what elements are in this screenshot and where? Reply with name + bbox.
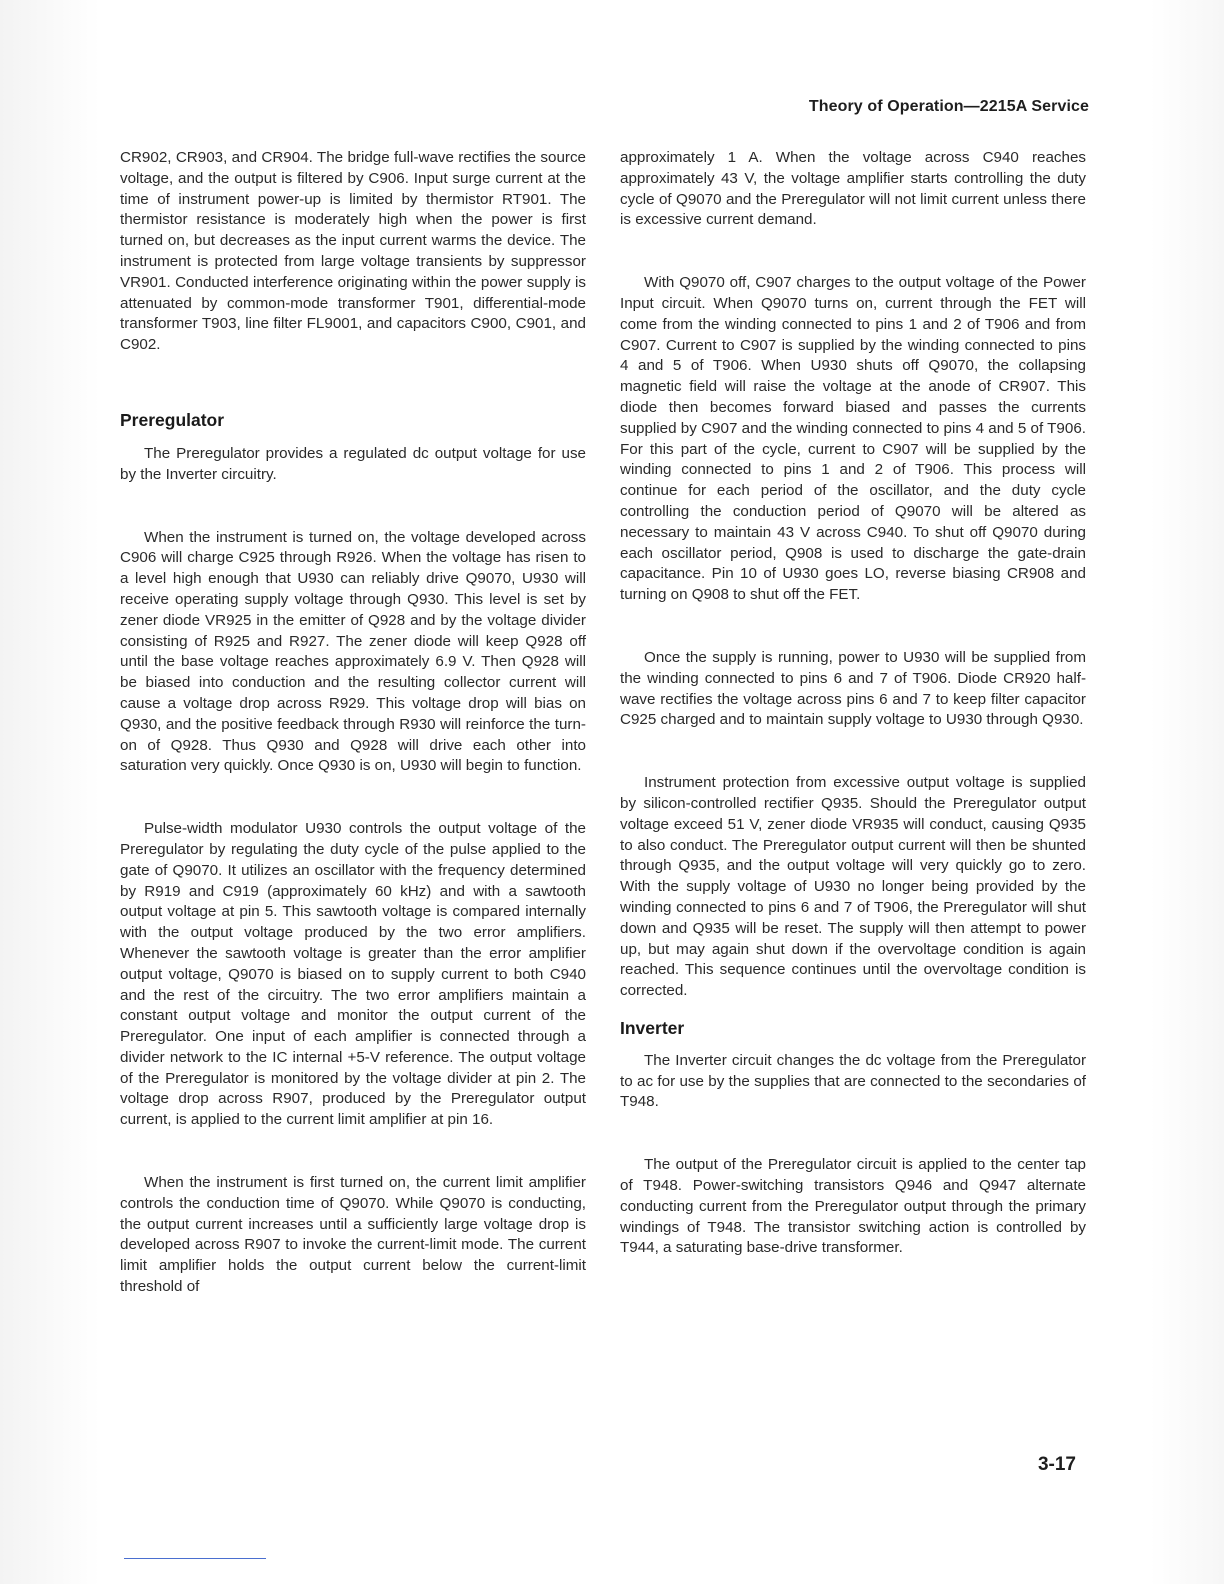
paragraph-current-limit: When the instrument is first turned on, the current limit amplifier controls the conduction time of Q9070. While Q9070 is conducting, the output current increases until a sufficiently large voltage drop is developed across R907 to invoke the current-limit mode. The current limit amplifier holds the output current below the current-limit threshold of xyxy=(120,1174,586,1296)
footer-rule xyxy=(124,1558,266,1559)
paragraph-supply-running: Once the supply is running, power to U930 will be supplied from the winding connected to pins 6 and 7 of T906. Diode CR920 half-wave rectifies the voltage across pins 6 and 7 to keep filter capacitor C925 charged and to maintain supply voltage to U930 through Q930. xyxy=(620,648,1086,729)
paragraph-inverter-switching: The output of the Preregulator circuit is applied to the center tap of T948. Power-switching transistors Q946 and Q947 alternate conducting current from the Preregulator output through the primary windings of T948. The transistor switching action is controlled by T944, a saturating base-drive transformer. xyxy=(620,1156,1086,1257)
right-column xyxy=(620,148,1086,1259)
paragraph-current-limit-continued: approximately 1 A. When the voltage across C940 reaches approximately 43 V, the voltage amplifier starts controlling the duty cycle of Q9070 and the Preregulator will not limit current unless there is excessive current demand. xyxy=(620,149,1086,229)
paragraph-preregulator-startup: When the instrument is turned on, the voltage developed across C906 will charge C925 through R926. When the voltage has risen to a level high enough that U930 can reliably drive Q9070, U930 will receive operating supply voltage through Q930. This level is set by zener diode VR925 in the emitter of Q928 and by the voltage divider consisting of R925 and R927. The zener diode will keep Q928 off until the base voltage reaches approximately 6.9 V. Then Q928 will be biased into conduction and the resulting collector current will cause a voltage drop across R929. This voltage drop will bias on Q930, and the positive feedback through R930 will reinforce the turn-on of Q928. Thus Q930 and Q928 will drive each other into saturation very quickly. Once Q930 is on, U930 will begin to function. xyxy=(120,528,586,775)
paragraph-power-input-continued: CR902, CR903, and CR904. The bridge full-wave rectifies the source voltage, and the output is filtered by C906. Input surge current at the time of instrument power-up is limited by thermistor RT901. The thermistor resistance is moderately high when the power is first turned on, but decreases as the input current warms the device. The instrument is protected from large voltage transients by suppressor VR901. Conducted interference originating within the power supply is attenuated by common-mode transformer T901, differential-mode transformer T903, line filter FL9001, and capacitors C900, C901, and C902. xyxy=(120,149,586,354)
paragraph-inverter-intro: The Inverter circuit changes the dc voltage from the Preregulator to ac for use by the supplies that are connected to the secondaries of T948. xyxy=(620,1051,1086,1111)
paragraph-pulse-width-modulator: Pulse-width modulator U930 controls the output voltage of the Preregulator by regulating the duty cycle of the pulse applied to the gate of Q9070. It utilizes an oscillator with the frequency determined by R919 and C919 (approximately 60 kHz) and with a sawtooth output voltage at pin 5. This sawtooth voltage is compared internally with the output voltage produced by the two error amplifiers. Whenever the sawtooth voltage is greater than the error amplifier output voltage, Q9070 is biased on to supply current to both C940 and the rest of the circuitry. The two error amplifiers maintain a constant output voltage and monitor the output current of the Preregulator. One input of each amplifier is connected through a divider network to the IC internal +5-V reference. The output voltage of the Preregulator is monitored by the voltage divider at pin 2. The voltage drop across R907, produced by the Preregulator output current, is applied to the current limit amplifier at pin 16. xyxy=(120,820,586,1129)
section-heading-inverter: Inverter xyxy=(620,1017,685,1038)
running-header: Theory of Operation—2215A Service xyxy=(808,98,1089,115)
section-heading-preregulator: Preregulator xyxy=(120,409,225,430)
paragraph-q9070-operation: With Q9070 off, C907 charges to the output voltage of the Power Input circuit. When Q9070 turns on, current through the FET will come from the winding connected to pins 1 and 2 of T906 and from C907. Current to C907 is supplied by the winding connected to pins 4 and 5 of T906. When U930 shuts off Q9070, the collapsing magnetic field will raise the voltage at the anode of CR907. This diode then becomes forward biased and passes the currents supplied by C907 and the winding connected to pins 4 and 5 of T906. For this part of the cycle, current to C907 will be supplied by the winding connected to pins 1 and 2 of T906. This process will continue for each period of the oscillator, and the duty cycle controlling the conduction period of Q9070 will be altered as necessary to maintain 43 V across C940. To shut off Q9070 during each oscillator period, Q908 is used to discharge the gate-drain capacitance. Pin 10 of U930 goes LO, reverse biasing CR908 and turning on Q908 to shut off the FET. xyxy=(620,274,1086,604)
paragraph-preregulator-intro: The Preregulator provides a regulated dc output voltage for use by the Inverter circuitry. xyxy=(120,444,586,483)
left-column xyxy=(120,148,586,1298)
page-number: 3-17 xyxy=(1037,1454,1076,1475)
paragraph-overvoltage-protection: Instrument protection from excessive output voltage is supplied by silicon-controlled rectifier Q935. Should the Preregulator output voltage exceed 51 V, zener diode VR935 will conduct, causing Q935 to also conduct. The Preregulator output current will then be shunted through Q935, and the output voltage will very quickly go to zero. With the supply voltage of U930 no longer being provided by the winding connected to pins 6 and 7 of T906, the Preregulator will shut down and Q935 will be reset. The supply will then attempt to power up, but may again shut down if the overvoltage condition is again reached. This sequence continues until the overvoltage condition is corrected. xyxy=(620,774,1086,1000)
